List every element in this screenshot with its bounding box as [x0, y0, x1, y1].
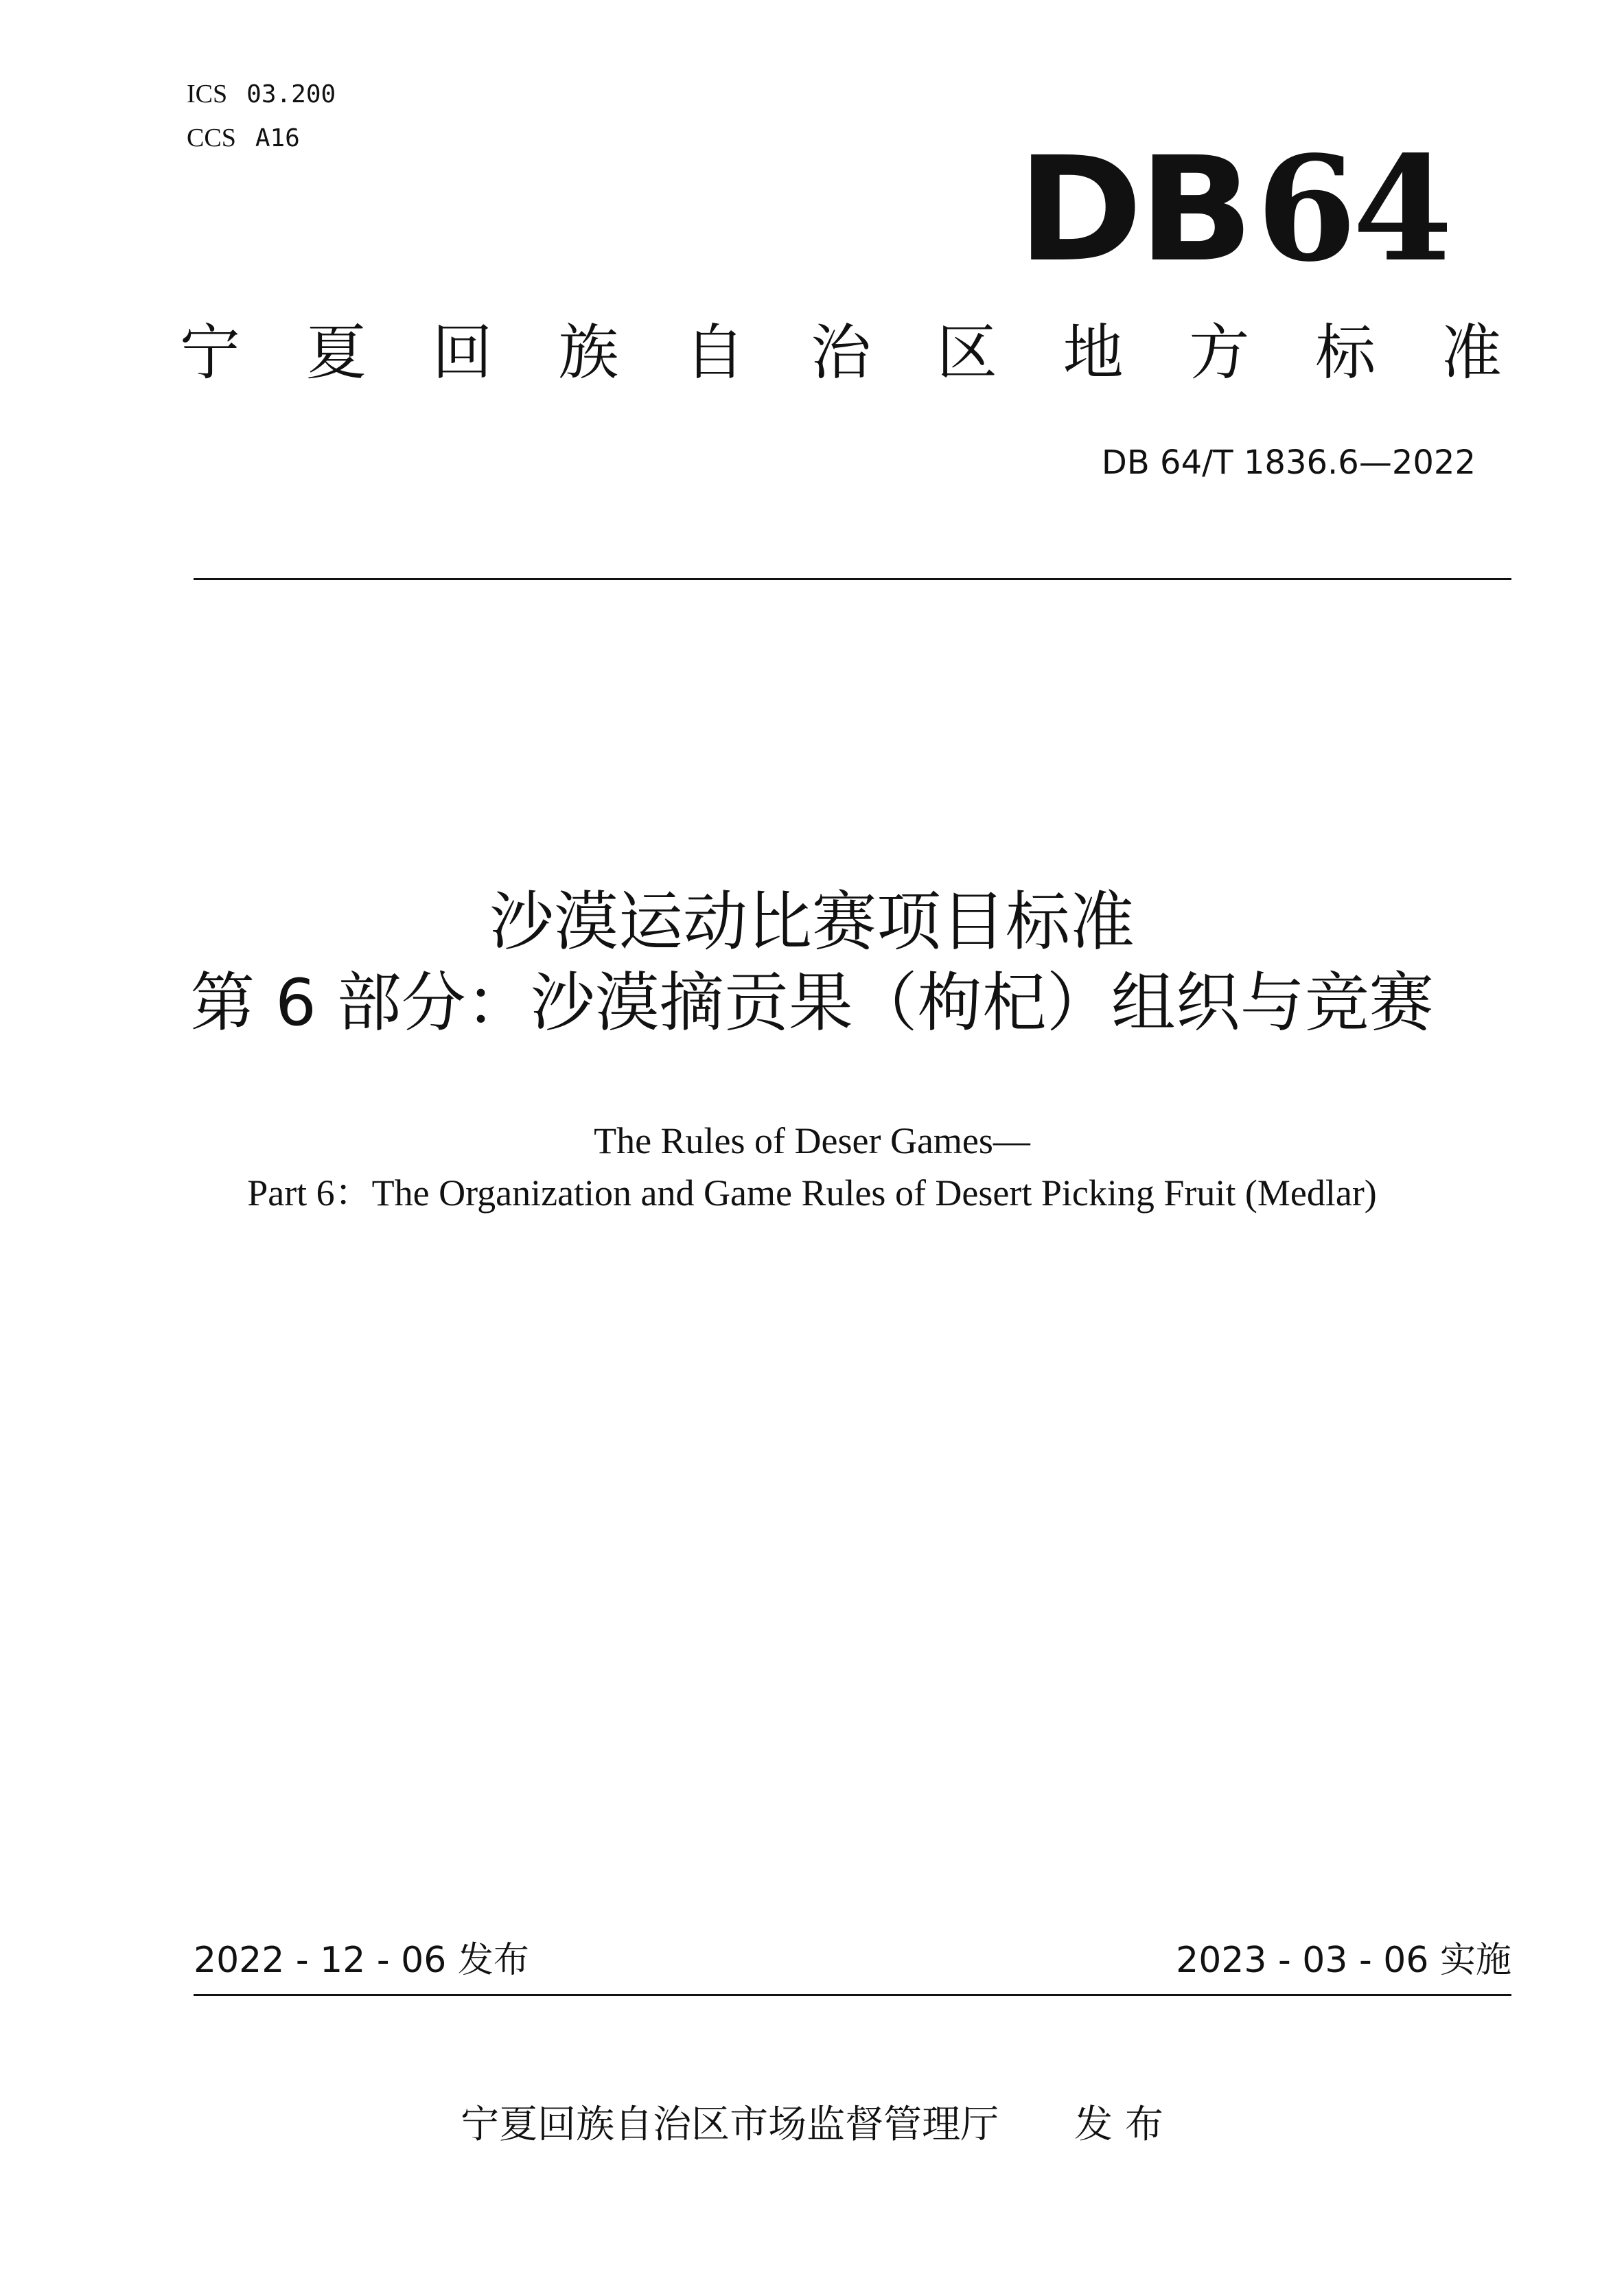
- ics-classification: [187, 81, 336, 107]
- issuer-action: 发 布: [1074, 2102, 1163, 2147]
- standard-class-char: 自: [684, 317, 745, 388]
- ccs-code: A16: [255, 124, 300, 152]
- ics-label: ICS: [187, 80, 228, 108]
- header-divider: [194, 578, 1511, 580]
- standard-class-title: [180, 317, 1502, 388]
- standard-class-char: 回: [432, 317, 493, 388]
- standard-class-char: 方: [1189, 317, 1250, 388]
- db-logo-number: 64: [1256, 124, 1449, 294]
- standard-class-char: 区: [936, 317, 997, 388]
- standard-number: DB 64/T 1836.6—2022: [1101, 443, 1476, 482]
- implement-date: 2023 - 03 - 06 实施: [1176, 1940, 1511, 1981]
- title-zh-line1: 沙漠运动比赛项目标准: [489, 885, 1135, 960]
- ics-code: 03.200: [246, 80, 336, 108]
- standard-class-char: 准: [1441, 317, 1502, 388]
- standard-class-char: 标: [1315, 317, 1376, 388]
- title-zh-block: [0, 882, 1624, 1043]
- db-logo-letters: DB: [1017, 126, 1250, 294]
- title-en-line1: The Rules of Deser Games—: [594, 1120, 1030, 1161]
- ccs-classification: [187, 125, 300, 151]
- issuer-line: [0, 2102, 1624, 2147]
- publish-date: 2022 - 12 - 06 发布: [194, 1940, 529, 1981]
- standard-class-char: 治: [810, 317, 871, 388]
- title-en-block: [0, 1115, 1624, 1219]
- standard-class-char: 地: [1063, 317, 1124, 388]
- db-logo: [1017, 124, 1449, 294]
- standard-class-char: 夏: [305, 317, 367, 388]
- standard-class-char: 族: [558, 317, 619, 388]
- title-zh-line2: 第 6 部分：沙漠摘贡果（枸杞）组织与竞赛: [190, 965, 1434, 1041]
- ccs-label: CCS: [187, 124, 236, 152]
- title-en-line2: Part 6：The Organization and Game Rules of Desert Picking Fruit (Medlar): [247, 1172, 1377, 1214]
- footer-divider: [194, 1994, 1511, 1996]
- issuer-org: 宁夏回族自治区市场监督管理厅: [461, 2102, 999, 2147]
- standard-class-char: 宁: [180, 317, 241, 388]
